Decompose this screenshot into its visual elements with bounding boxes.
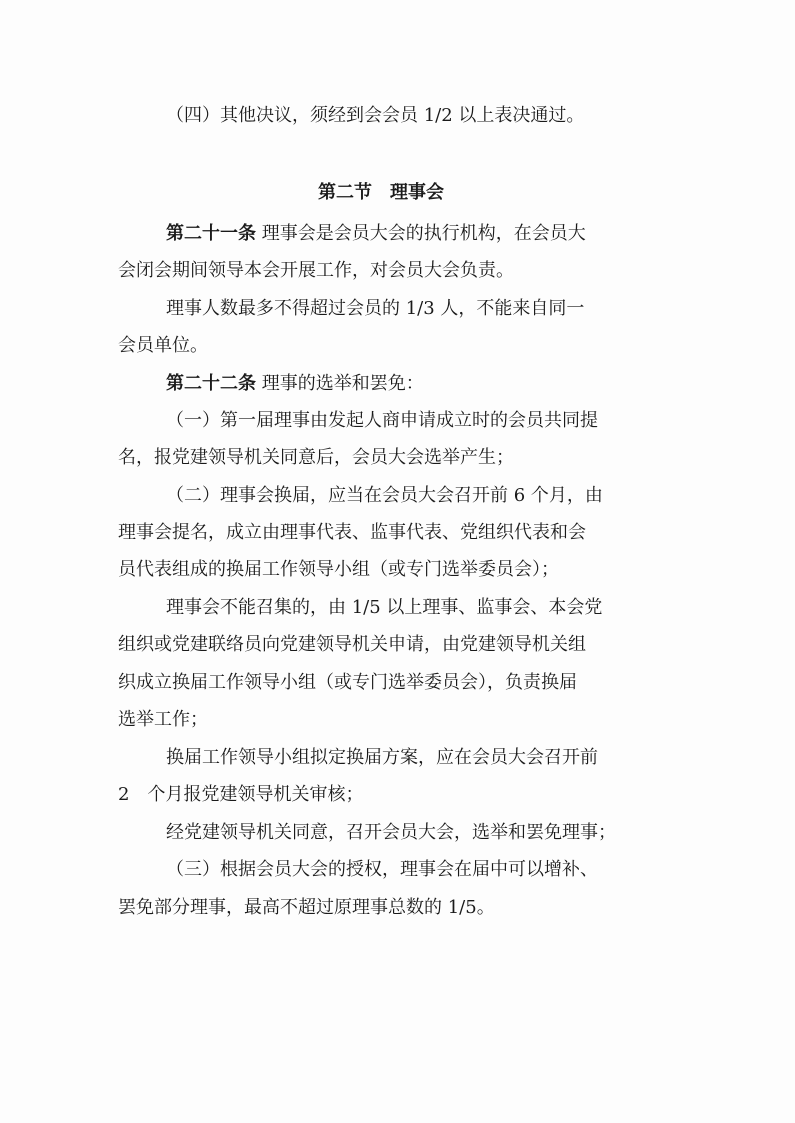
paragraph-line: 会闭会期间领导本会开展工作，对会员大会负责。 (118, 260, 514, 281)
paragraph-line: 织成立换届工作领导小组（或专门选举委员会），负责换届 (118, 672, 577, 693)
article-21-text: 理事会是会员大会的执行机构，在会员大 (261, 223, 586, 244)
paragraph-line: （一）第一届理事由发起人商申请成立时的会员共同提 (166, 410, 598, 431)
paragraph-line: 换届工作领导小组拟定换届方案，应在会员大会召开前 (166, 747, 598, 768)
paragraph-line: 会员单位。 (118, 335, 208, 356)
article-21-line (166, 221, 586, 247)
paragraph-line: 经党建领导机关同意，召开会员大会，选举和罢免理事； (166, 822, 616, 843)
paragraph-line: 员代表组成的换届工作领导小组（或专门选举委员会）； (118, 559, 559, 580)
paragraph-line: 罢免部分理事，最高不超过原理事总数的 1/5。 (118, 897, 495, 918)
article-22-line (166, 371, 424, 397)
paragraph-line: （四）其他决议，须经到会会员 1/2 以上表决通过。 (166, 105, 585, 126)
paragraph-line: （二）理事会换届，应当在会员大会召开前 6 个月，由 (166, 485, 603, 506)
article-22-text: 理事的选举和罢免： (261, 373, 424, 394)
paragraph-line: 名，报党建领导机关同意后，会员大会选举产生； (118, 447, 514, 468)
paragraph-line: 选举工作； (118, 709, 208, 730)
paragraph-line: 组织或党建联络员向党建领导机关申请，由党建领导机关组 (118, 634, 586, 655)
paragraph-line: 理事人数最多不得超过会员的 1/3 人，不能来自同一 (166, 298, 585, 319)
paragraph-line: 2 个月报党建领导机关审核； (118, 784, 364, 805)
paragraph-line: 理事会提名，成立由理事代表、监事代表、党组织代表和会 (118, 522, 586, 543)
section-title: 第二节 理事会 (318, 182, 444, 203)
paragraph-line: 理事会不能召集的，由 1/5 以上理事、监事会、本会党 (166, 597, 603, 618)
paragraph-line: （三）根据会员大会的授权，理事会在届中可以增补、 (166, 859, 598, 880)
article-22-label: 第二十二条 (166, 373, 256, 394)
article-21-label: 第二十一条 (166, 223, 256, 244)
